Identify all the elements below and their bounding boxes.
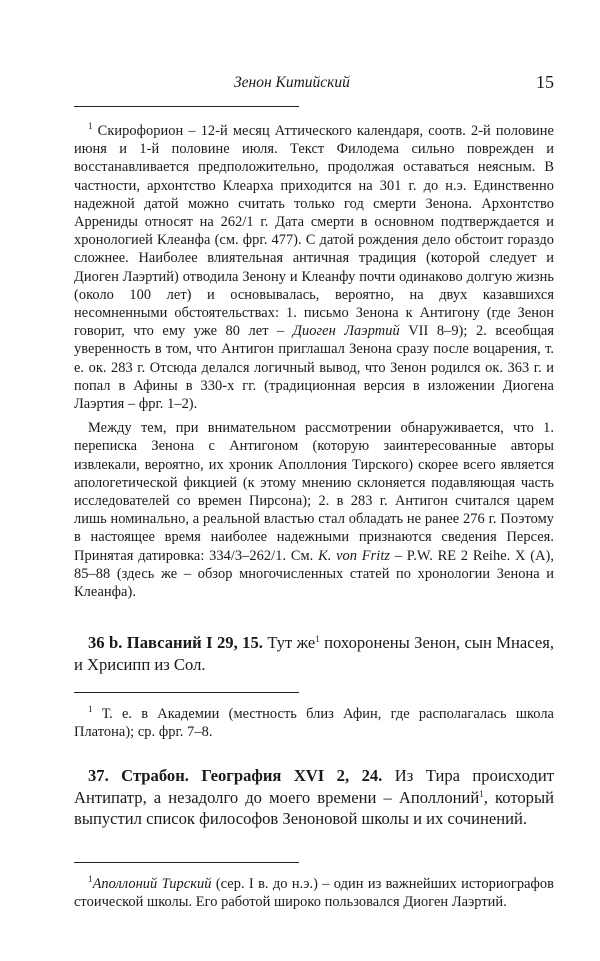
section-36b-text-a: Тут же xyxy=(262,633,316,652)
footnote-1 xyxy=(74,122,554,601)
section-37 xyxy=(74,765,554,830)
footnote-1-text-b: VII 8–9); 2. всеобщая уверенность в том, что Антигон приглашал Зенона сразу после воцарения, т. е. ок. 283 г. Отсюда делался логичный вывод, что Зенон родился ок. 363 г. и попал в Афины в 330-х гг. (традиционная версия в изложении Диогена Лаэртия – фрг. 1–2). xyxy=(74,323,555,413)
footnote-1-para2-text-b: – P.W. RE 2 Reihe. X (A), 85–88 (здесь же – обзор многочисленных статей по хронологии Зенона и Клеанфа). xyxy=(74,547,554,601)
footnote-1-text-a: Скирофорион – 12-й месяц Аттического календаря, соотв. 2-й половине июня и 1-й половине июля. Текст Филодема сильно поврежден и восстанавливается предположительно, продолжая оставаться неясным. В частности, архонтство Клеарха приходится на 301 г. до н.э. Единственно надежной датой можно считать только год смерти Зенона. Архонтство Аррениды относят на 262/1 г. Дата смерти в основном подтверждается и хронологией Клеанфа (см. фрг. 477). С датой рождения дело обстоит гораздо сложнее. Наиболее влиятельная античная традиция (которой следует и Диоген Лаэртий) отводила Зенону и Клеанфу почти одинаково долгую жизнь (около 100 лет) и основывалась, вероятно, на двух казавшихся несомненными обстоятельствах: 1. письмо Зенона к Антигону (где Зенон говорит, что ему уже 80 лет – xyxy=(74,123,554,340)
section-37-text-b: , который выпустил список философов Зеноновой школы и их сочинений. xyxy=(74,787,554,828)
footnote-2-text: Т. е. в Академии (местность близ Афин, где располагалась школа Платона); ср. фрг. 7–8. xyxy=(74,706,554,741)
footnote-rule-3 xyxy=(74,862,554,863)
footnote-rule-2 xyxy=(74,692,554,693)
footnote-rule-1 xyxy=(74,106,554,107)
footnote-3-citation: Аполлоний Тирский xyxy=(92,876,212,892)
footnote-1-citation: Диоген Лаэртий xyxy=(292,323,400,340)
footnote-1-citation-2: K. von Fritz xyxy=(318,547,391,564)
footnote-1-paragraph-2 xyxy=(74,419,554,601)
section-37-text-a: Из Тира происходит Антипатр, а незадолго до моего времени – Аполлоний xyxy=(74,766,554,807)
section-37-heading: 37. Страбон. География XVI 2, 24. xyxy=(88,766,383,785)
footnote-3-text: (сер. I в. до н.э.) – один из важнейших историографов стоической школы. Его работой широко пользовался Диоген Лаэртий. xyxy=(74,876,555,911)
footnote-3-paragraph xyxy=(74,875,554,911)
section-37-paragraph xyxy=(74,765,554,830)
section-36b-note-mark: 1 xyxy=(315,634,320,644)
running-title: Зенон Китийский xyxy=(234,74,350,91)
page-header xyxy=(74,74,554,98)
section-37-note-mark: 1 xyxy=(479,788,484,799)
footnote-1-para2-text-a: Между тем, при внимательном рассмотрении обнаруживается, что 1. переписка Зенона с Антигоном (которую заинтересованные авторы извлекали, вероятно, их хроник Аполлония Тирского) скорее всего является апологетической фикцией (к этому мнению склоняется подавляющая часть исследователей со времен Пирсона); 2. в 283 г. Антигон считался царем лишь номинально, а реальной властью стал обладать не ранее 276 г. Поэтому в настоящее время наиболее надежными признаются сведения Персея. Принятая датировка: 334/3–262/1. См. xyxy=(74,420,554,564)
footnote-3-mark: 1 xyxy=(88,874,93,884)
footnote-3 xyxy=(74,875,554,911)
page-number: 15 xyxy=(536,72,554,92)
section-36b xyxy=(74,632,554,675)
footnote-1-mark: 1 xyxy=(88,121,93,131)
footnote-2-paragraph xyxy=(74,705,554,741)
footnote-2-mark: 1 xyxy=(88,704,93,714)
section-36b-heading: 36 b. Павсаний I 29, 15. xyxy=(88,633,263,652)
footnote-2 xyxy=(74,705,554,741)
footnote-1-paragraph-1 xyxy=(74,122,554,413)
section-36b-text-b: похоронены Зенон, сын Мнасея, и Хрисипп из Сол. xyxy=(74,633,554,674)
section-36b-paragraph xyxy=(74,632,554,675)
